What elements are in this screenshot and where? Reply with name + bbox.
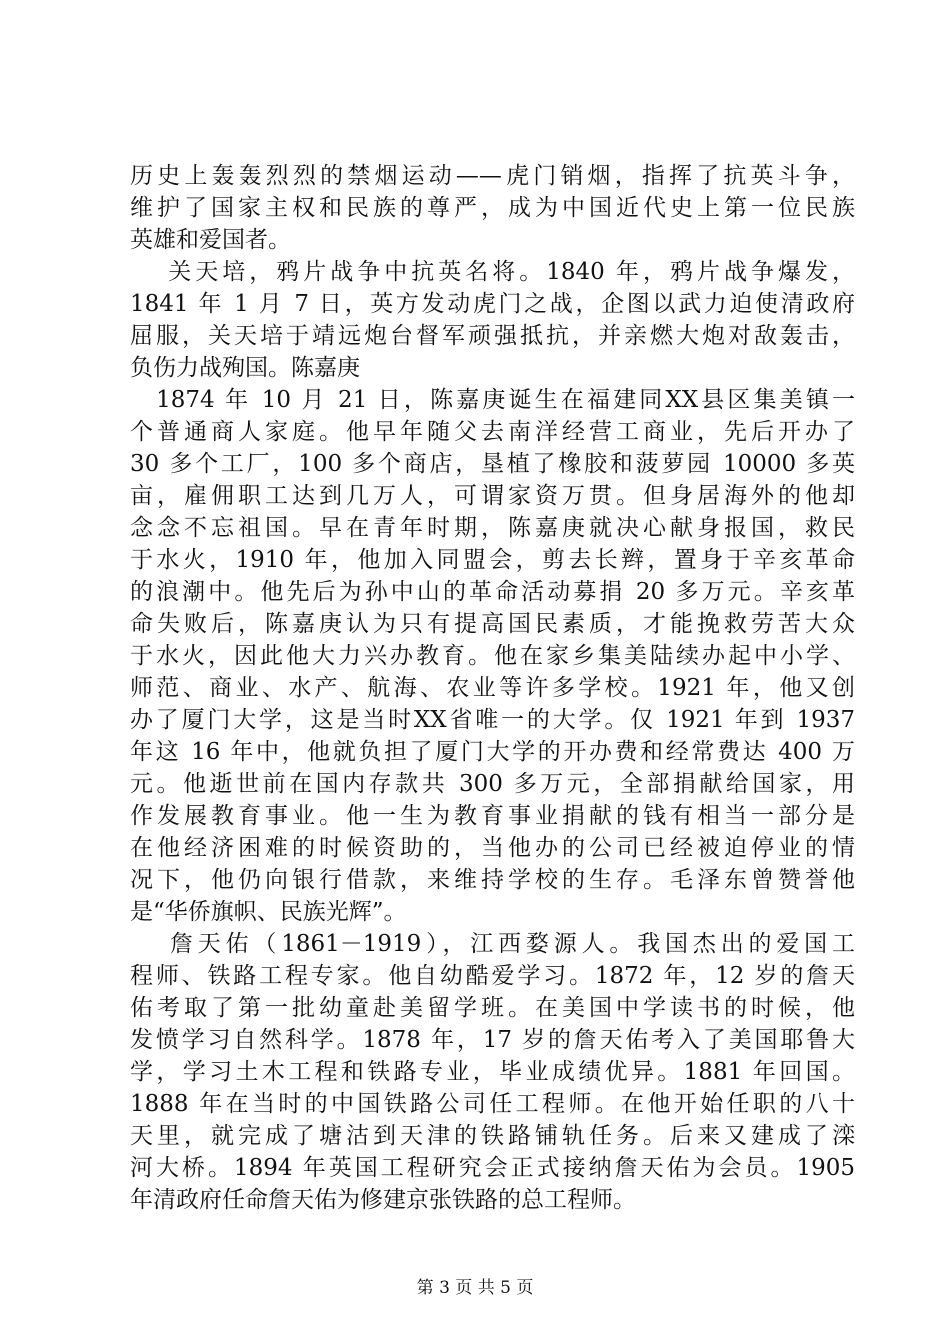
text-line: 于水火，因此他大力兴办教育。他在家乡集美陆续办起中小学、 — [130, 643, 855, 669]
text-line: 河大桥。1894 年英国工程研究会正式接纳詹天佑为会员。1905 — [130, 1155, 855, 1181]
text-line: 1888 年在当时的中国铁路公司任工程师。在他开始任职的八十 — [130, 1091, 855, 1117]
text-line: 天里，就完成了塘沽到天津的铁路铺轨任务。后来又建成了滦 — [130, 1123, 855, 1149]
text-line: 个普通商人家庭。他早年随父去南洋经营工商业，先后开办了 — [130, 419, 855, 445]
text-line: 历史上轰轰烈烈的禁烟运动——虎门销烟，指挥了抗英斗争， — [130, 163, 855, 189]
text-line: 负伤力战殉国。陈嘉庚 — [130, 355, 360, 381]
text-line: 命失败后，陈嘉庚认为只有提高国民素质，才能挽救劳苦大众 — [130, 611, 855, 637]
text-line: 念念不忘祖国。早在青年时期，陈嘉庚就决心献身报国，救民 — [130, 515, 855, 541]
text-line: 詹天佑（1861－1919），江西婺源人。我国杰出的爱国工 — [130, 931, 855, 957]
text-line: 程师、铁路工程专家。他自幼酷爱学习。1872 年，12 岁的詹天 — [130, 963, 855, 989]
text-line: 发愤学习自然科学。1878 年，17 岁的詹天佑考入了美国耶鲁大 — [130, 1027, 855, 1053]
text-line: 的浪潮中。他先后为孙中山的革命活动募捐 20 多万元。辛亥革 — [130, 579, 855, 605]
text-line: 30 多个工厂，100 多个商店，垦植了橡胶和菠萝园 10000 多英 — [130, 451, 855, 477]
text-line: 1874 年 10 月 21 日，陈嘉庚诞生在福建同XX县区集美镇一 — [130, 387, 855, 413]
text-line: 亩，雇佣职工达到几万人，可谓家资万贯。但身居海外的他却 — [130, 483, 855, 509]
text-line: 是“华侨旗帜、民族光辉”。 — [130, 899, 407, 925]
text-line: 英雄和爱国者。 — [130, 227, 291, 253]
text-line: 师范、商业、水产、航海、农业等许多学校。1921 年，他又创 — [130, 675, 855, 701]
text-line: 元。他逝世前在国内存款共 300 多万元，全部捐献给国家，用 — [130, 771, 855, 797]
body-text — [130, 160, 855, 1216]
text-line: 作发展教育事业。他一生为教育事业捐献的钱有相当一部分是 — [130, 803, 855, 829]
text-line: 关天培，鸦片战争中抗英名将。1840 年，鸦片战争爆发， — [130, 259, 855, 285]
text-line: 学，学习土木工程和铁路专业，毕业成绩优异。1881 年回国。 — [130, 1059, 855, 1085]
text-line: 况下，他仍向银行借款，来维持学校的生存。毛泽东曾赞誉他 — [130, 867, 855, 893]
text-line: 于水火，1910 年，他加入同盟会，剪去长辫，置身于辛亥革命 — [130, 547, 855, 573]
text-line: 年清政府任命詹天佑为修建京张铁路的总工程师。 — [130, 1187, 636, 1213]
text-line: 维护了国家主权和民族的尊严，成为中国近代史上第一位民族 — [130, 195, 855, 221]
text-line: 办了厦门大学，这是当时XX省唯一的大学。仅 1921 年到 1937 — [130, 707, 855, 733]
text-line: 年这 16 年中，他就负担了厦门大学的开办费和经常费达 400 万 — [130, 739, 855, 765]
text-line: 在他经济困难的时候资助的，当他办的公司已经被迫停业的情 — [130, 835, 855, 861]
text-line: 佑考取了第一批幼童赴美留学班。在美国中学读书的时候，他 — [130, 995, 855, 1021]
page-number-footer: 第 3 页 共 5 页 — [416, 1278, 534, 1298]
text-line: 屈服，关天培于靖远炮台督军顽强抵抗，并亲燃大炮对敌轰击， — [130, 323, 855, 349]
text-line: 1841 年 1 月 7 日，英方发动虎门之战，企图以武力迫使清政府 — [130, 291, 855, 317]
